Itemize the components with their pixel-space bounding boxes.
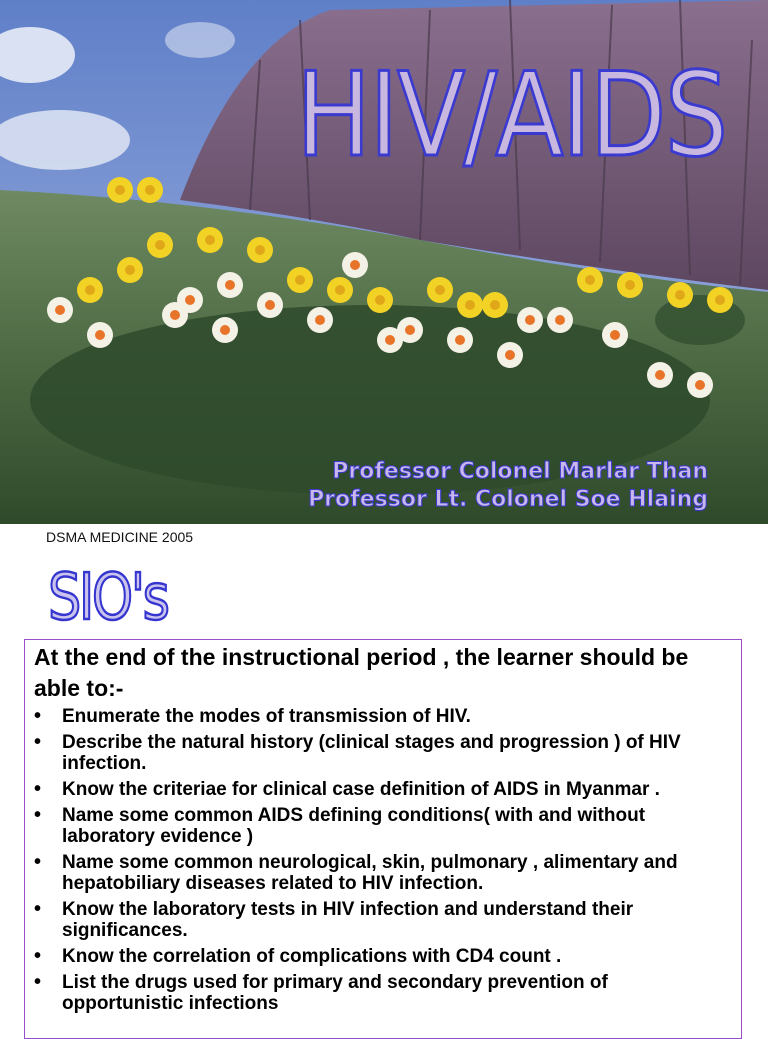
bullet-icon: •: [34, 778, 42, 800]
objectives-list: [34, 706, 731, 1014]
list-item: • Know the criteriae for clinical case definition of AIDS in Myanmar .: [34, 778, 660, 800]
bullet-icon: •: [34, 971, 42, 993]
intro-text: At the end of the instructional period , the learner should be able to:-: [34, 644, 689, 701]
footer-label: DSMA MEDICINE 2005: [46, 529, 194, 545]
list-item: • Name some common neurological, skin, pulmonary , alimentary and hepatobiliary diseases related to HIV infection.: [34, 851, 678, 894]
author-1: Professor Colonel Marlar Than: [332, 459, 708, 484]
author-2: Professor Lt. Colonel Soe Hlaing: [308, 487, 708, 512]
bullet-icon: •: [34, 898, 42, 920]
list-item: • List the drugs used for primary and secondary prevention of opportunistic infections: [34, 971, 608, 1014]
objectives-heading: SIO's: [48, 561, 168, 635]
list-item: • Name some common AIDS defining conditions( with and without laboratory evidence ): [34, 804, 646, 847]
list-item: • Know the laboratory tests in HIV infection and understand their significances.: [34, 898, 634, 941]
objectives-box: [24, 639, 742, 1039]
list-item: • Enumerate the modes of transmission of HIV.: [34, 705, 471, 727]
bullet-icon: •: [34, 945, 42, 967]
author-list: [308, 458, 708, 514]
bullet-icon: •: [34, 705, 42, 727]
list-item: • Describe the natural history (clinical stages and progression ) of HIV infection.: [34, 731, 681, 774]
bullet-icon: •: [34, 804, 42, 826]
bullet-icon: •: [34, 851, 42, 873]
list-item: • Know the correlation of complications with CD4 count .: [34, 945, 562, 967]
slide-title: HIV/AIDS: [296, 48, 727, 183]
bullet-icon: •: [34, 731, 42, 753]
